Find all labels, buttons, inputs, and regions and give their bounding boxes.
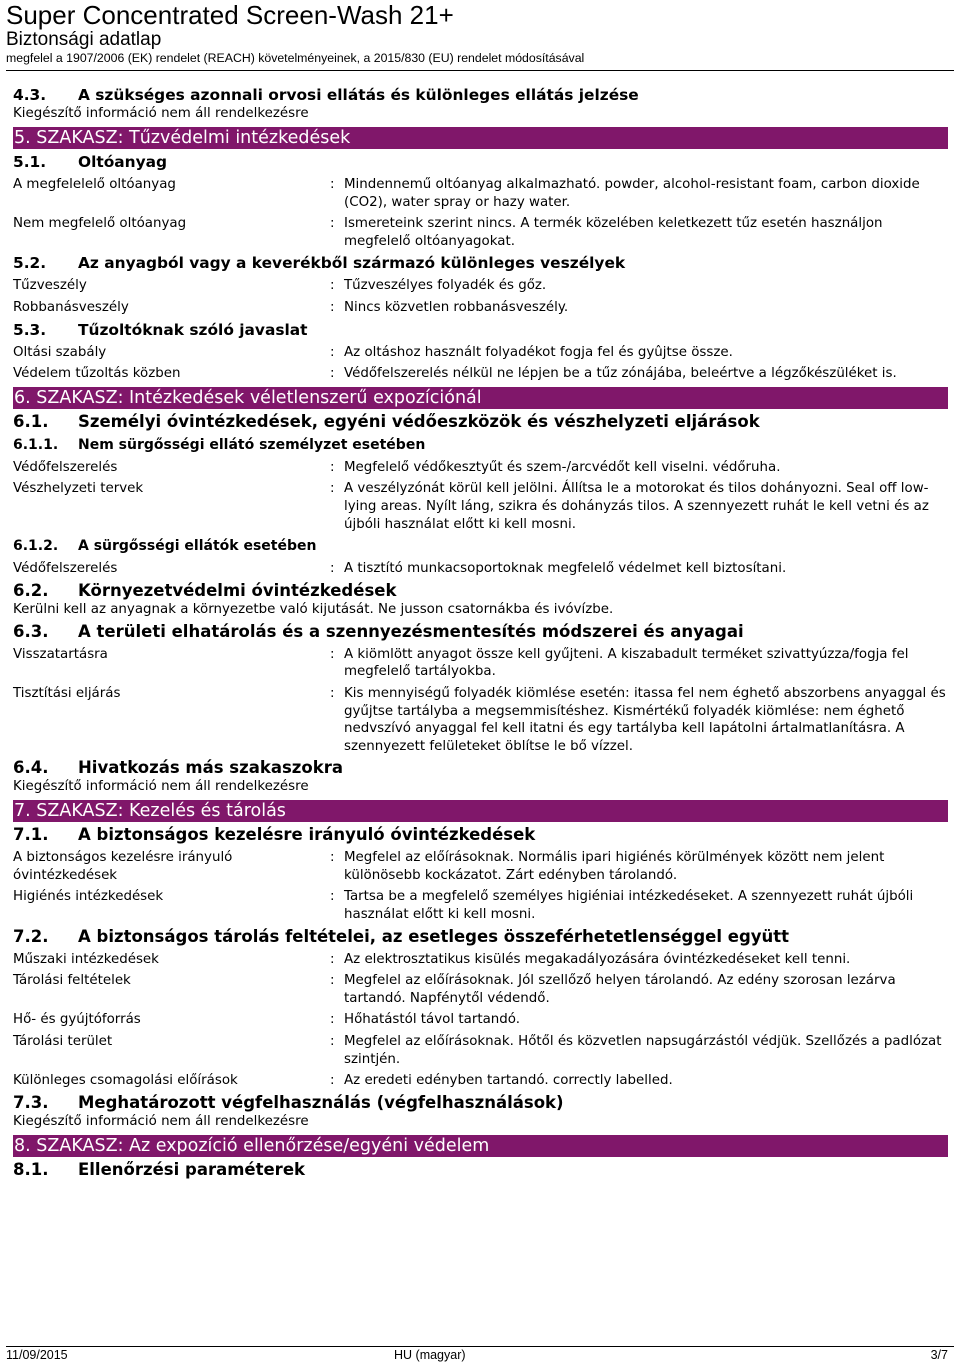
subsection-number: 7.1. [13, 825, 49, 845]
subsection-heading [13, 320, 948, 340]
property-separator: : [330, 1073, 335, 1089]
subsection-title: Tűzoltóknak szóló javaslat [78, 320, 308, 339]
subsection-number: 6.4. [13, 758, 49, 778]
property-label: Védőfelszerelés [13, 561, 118, 577]
section-title-bar: 8. SZAKASZ: Az expozíció ellenőrzése/egyéni védelem [13, 1135, 948, 1157]
product-title: Super Concentrated Screen-Wash 21+ [6, 0, 454, 30]
property-label: Különleges csomagolási előírások [13, 1073, 238, 1089]
subsection-number: 7.2. [13, 926, 49, 946]
property-label: Robbanásveszély [13, 299, 129, 315]
property-separator: : [330, 646, 335, 662]
property-separator: : [330, 216, 335, 232]
subsection-number: 6.1.1. [13, 436, 59, 453]
subsection-heading [13, 927, 948, 947]
property-value: Nincs közvetlen robbanásveszély. [344, 299, 569, 315]
property-row [13, 951, 948, 969]
subsection-heading [13, 152, 948, 172]
property-separator: : [330, 1012, 335, 1028]
property-separator: : [330, 278, 335, 294]
property-value: Az eredeti edényben tartandó. correctly labelled. [344, 1073, 673, 1089]
subsection-title: A szükséges azonnali orvosi ellátás és különleges ellátás jelzése [78, 86, 639, 104]
property-label: Tisztítási eljárás [13, 685, 121, 701]
subsection-title: Környezetvédelmi óvintézkedések [78, 580, 397, 600]
property-label: Hő- és gyújtóforrás [13, 1012, 141, 1028]
subsection-title: A biztonságos tárolás feltételei, az esetleges összeférhetetlenséggel együtt [78, 926, 790, 946]
property-label: Védelem tűzoltás közben [13, 366, 181, 382]
subsection-number: 7.3. [13, 1092, 49, 1112]
property-separator: : [330, 177, 335, 192]
document-language: HU (magyar) [394, 1348, 466, 1362]
property-separator: : [330, 685, 335, 701]
property-row [13, 176, 948, 211]
header-divider [6, 70, 954, 71]
document-header [6, 0, 954, 66]
property-label: Higiénés intézkedések [13, 889, 164, 905]
subsection-heading [13, 1093, 948, 1113]
property-row [13, 277, 948, 295]
subsection-title: Nem sürgősségi ellátó személyzet esetében [78, 436, 426, 453]
footer-divider [6, 1346, 954, 1347]
subsection-heading [13, 581, 948, 601]
section-title-bar: 5. SZAKASZ: Tűzvédelmi intézkedések [13, 127, 948, 149]
subsection-heading [13, 536, 948, 556]
property-value: Az oltáshoz használt folyadékot fogja fel és gyûjtse össze. [344, 344, 733, 360]
property-value: A kiömlött anyagot össze kell gyűjteni. A kiszabadult terméket szivattyúzza/fogja fel megfelelő tartályokba. [344, 646, 909, 680]
property-row [13, 299, 948, 317]
property-row [13, 685, 948, 755]
property-label: A megfelelelő oltóanyag [13, 177, 176, 192]
subsection-title: Hivatkozás más szakaszokra [78, 758, 343, 778]
subsection-number: 5.3. [13, 320, 47, 339]
subsection-title: Oltóanyag [78, 153, 168, 171]
document-type: Biztonsági adatlap [6, 29, 162, 50]
property-label: Vészhelyzeti tervek [13, 481, 144, 497]
property-row [13, 480, 948, 533]
property-label: Műszaki intézkedések [13, 951, 159, 967]
info-text: Kiegészítő információ nem áll rendelkezésre [13, 779, 309, 795]
property-separator: : [330, 1034, 335, 1050]
revision-date: 11/09/2015 [6, 1348, 68, 1362]
info-text: Kiegészítő információ nem áll rendelkezésre [13, 106, 309, 121]
subsection-heading [13, 85, 948, 105]
subsection-title: Meghatározott végfelhasználás (végfelhasználások) [78, 1092, 564, 1112]
subsection-title: Személyi óvintézkedések, egyéni védőeszközök és vészhelyzeti eljárások [78, 411, 760, 431]
property-value: Mindennemű oltóanyag alkalmazható. powder, alcohol-resistant foam, carbon dioxide (CO2), water spray or hazy water. [344, 177, 920, 210]
property-row [13, 849, 948, 884]
property-row [13, 1011, 948, 1029]
subsection-heading [13, 622, 948, 642]
property-separator: : [330, 459, 335, 475]
page-number: 3/7 [930, 1348, 948, 1362]
property-value: Az elektrosztatikus kisülés megakadályozására óvintézkedéseket kell tenni. [344, 951, 851, 967]
property-label: Oltási szabály [13, 344, 107, 360]
property-value: Tartsa be a megfelelő személyes higiéniai intézkedéseket. A szennyezett ruhát újbóli használat előtt ki kell mosni. [344, 889, 914, 923]
sds-content [13, 82, 948, 1180]
property-label: Védőfelszerelés [13, 459, 118, 475]
subsection-title: A biztonságos kezelésre irányuló óvintézkedések [78, 825, 536, 845]
property-value: Megfelel az előírásoknak. Normális ipari higiénés körülmények között nem jelent különösebb kockázatot. Zárt edényben tárolandó. [344, 850, 885, 883]
subsection-number: 6.1. [13, 411, 49, 431]
subsection-number: 4.3. [13, 86, 47, 104]
property-row [13, 560, 948, 578]
property-separator: : [330, 973, 335, 989]
property-row [13, 459, 948, 477]
subsection-title: A sürgősségi ellátók esetében [78, 538, 317, 555]
info-text: Kiegészítő információ nem áll rendelkezésre [13, 1113, 309, 1129]
subsection-number: 8.1. [13, 1159, 49, 1179]
property-label: Tárolási feltételek [13, 973, 131, 989]
subsection-heading [13, 435, 948, 455]
property-label: Tárolási terület [13, 1034, 113, 1050]
subsection-number: 5.2. [13, 254, 47, 273]
property-row [13, 344, 948, 362]
subsection-number: 6.3. [13, 621, 49, 641]
property-label: Nem megfelelő oltóanyag [13, 216, 187, 232]
property-row [13, 365, 948, 383]
property-label: Visszatartásra [13, 646, 108, 662]
property-row [13, 1033, 948, 1068]
property-separator: : [330, 889, 335, 905]
property-value: Kis mennyiségű folyadék kiömlése esetén: itassa fel nem éghető abszorbens anyaggal és gyűjtse tartályba a megsemmisítéshez. Kismértékű folyadék kiömlése: nem éghető nedvszívó anyaggal fel kell itatni és egy tartályba kell lapátolni ártalmatlanításra. A szennyezett felületeket öblítse le bő vízzel. [344, 685, 946, 754]
property-row [13, 888, 948, 923]
subsection-title: Az anyagból vagy a keverékből származó különleges veszélyek [78, 254, 626, 273]
property-value: Védőfelszerelés nélkül ne lépjen be a tűz zónájába, beleértve a légzőkészüléket is. [344, 366, 897, 382]
section-title-bar: 6. SZAKASZ: Intézkedések véletlenszerű expozíciónál [13, 387, 948, 409]
subsection-number: 6.2. [13, 580, 49, 600]
property-label: A biztonságos kezelésre irányuló óvintézkedések [13, 850, 233, 883]
property-label: Tűzveszély [13, 278, 87, 294]
property-row [13, 215, 948, 250]
property-row [13, 646, 948, 681]
subsection-number: 5.1. [13, 153, 47, 171]
property-separator: : [330, 561, 335, 577]
info-text: Kerülni kell az anyagnak a környezetbe való kijutását. Ne jusson csatornákba és ivóvízbe. [13, 601, 614, 617]
regulation-line: megfelel a 1907/2006 (EK) rendelet (REACH) követelményeinek, a 2015/830 (EU) rendelet módosításával [6, 51, 585, 65]
subsection-title: Ellenőrzési paraméterek [78, 1159, 305, 1179]
property-separator: : [330, 481, 335, 497]
property-value: Megfelelő védőkesztyűt és szem-/arcvédőt kell viselni. védőruha. [344, 459, 781, 475]
subsection-heading [13, 1160, 948, 1180]
property-separator: : [330, 366, 335, 382]
property-value: Hőhatástól távol tartandó. [344, 1012, 520, 1028]
property-value: A tisztító munkacsoportoknak megfelelő védelmet kell biztosítani. [344, 561, 787, 577]
section-title-bar: 7. SZAKASZ: Kezelés és tárolás [13, 800, 948, 822]
property-separator: : [330, 299, 335, 315]
property-value: Megfelel az előírásoknak. Hőtől és közvetlen napsugárzástól védjük. Szellőzés a padlózat szintjén. [344, 1034, 942, 1067]
property-separator: : [330, 951, 335, 967]
subsection-heading [13, 412, 948, 432]
subsection-title: A területi elhatárolás és a szennyezésmentesítés módszerei és anyagai [78, 621, 744, 641]
property-row [13, 1072, 948, 1090]
subsection-number: 6.1.2. [13, 538, 59, 555]
subsection-heading [13, 825, 948, 845]
property-row [13, 972, 948, 1007]
property-value: Megfelel az előírásoknak. Jól szellőző helyen tárolandó. Az edény szorosan lezárva tartandó. Napfénytől védendő. [344, 973, 896, 1006]
property-separator: : [330, 344, 335, 360]
property-value: A veszélyzónát körül kell jelölni. Állítsa le a motorokat és tilos dohányozni. Seal off low-lying areas. Nyílt láng, szikra és dohányzás tilos. A szennyezett ruhát le kell vetni és az újbóli használat előtt ki kell mosni. [344, 481, 929, 532]
property-value: Tűzveszélyes folyadék és gőz. [344, 278, 547, 294]
property-separator: : [330, 850, 335, 866]
property-value: Ismereteink szerint nincs. A termék közelében keletkezett tűz esetén használjon megfelelő oltóanyagokat. [344, 216, 883, 249]
subsection-heading [13, 253, 948, 273]
subsection-heading [13, 758, 948, 778]
